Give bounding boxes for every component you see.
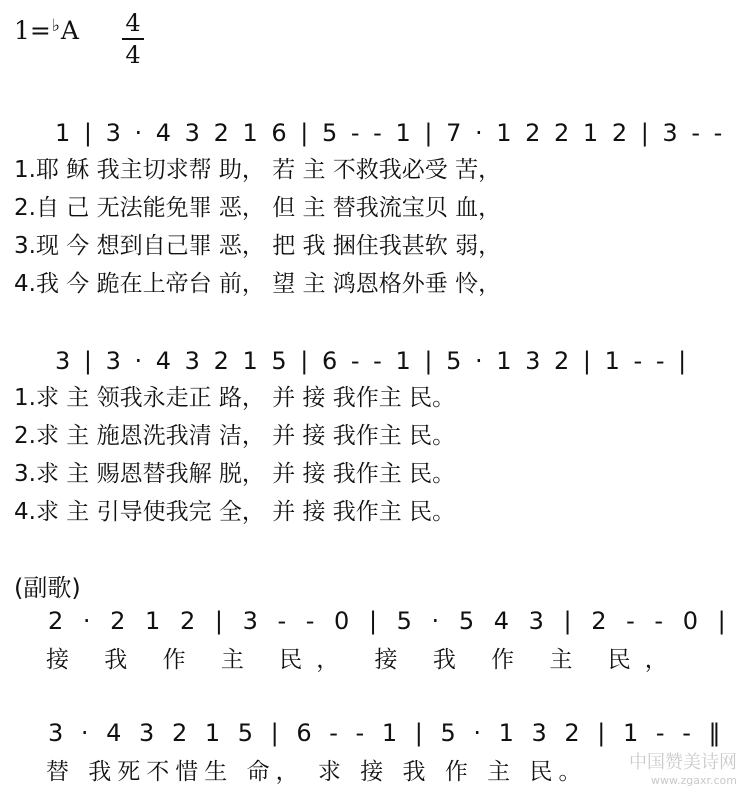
lyric-text: 接 我 作 主 民， 接 我 作 主 民， bbox=[46, 647, 682, 673]
time-bottom: 4 bbox=[125, 41, 141, 69]
lyric-row bbox=[0, 228, 747, 264]
time-divider bbox=[122, 38, 144, 40]
lyric-text: 4.求 主 引导使我完 全， 并 接 我作主 民。 bbox=[14, 499, 456, 525]
notation-text: 2 · 2 1 2 | 3 - - 0 | 5 · 5 4 3 | 2 - - 0 | bbox=[48, 607, 732, 635]
lyric-row bbox=[0, 456, 747, 492]
lyric-row bbox=[0, 418, 747, 454]
lyric-text: 1.求 主 领我永走正 路， 并 接 我作主 民。 bbox=[14, 385, 456, 411]
time-top: 4 bbox=[125, 9, 141, 37]
notation-text: 1 | 3 · 4 3 2 1 6 | 5 - - 1 | 7 · 1 2 2 1 2 | 3 - - bbox=[55, 119, 726, 147]
lyric-text: 2.求 主 施恩洗我清 洁， 并 接 我作主 民。 bbox=[14, 423, 456, 449]
lyric-text: 2.自 己 无法能免罪 恶， 但 主 替我流宝贝 血， bbox=[14, 195, 502, 221]
watermark-url: www.zgaxr.com bbox=[651, 774, 737, 787]
lyric-row bbox=[0, 152, 747, 188]
notation-text: 3 · 4 3 2 1 5 | 6 - - 1 | 5 · 1 3 2 | 1 - - ‖ bbox=[48, 719, 726, 747]
notation-text: 3 | 3 · 4 3 2 1 5 | 6 - - 1 | 5 · 1 3 2 | 1 - - | bbox=[55, 347, 690, 375]
chorus-label: (副歌) bbox=[14, 574, 81, 602]
lyric-text: 3.求 主 赐恩替我解 脱， 并 接 我作主 民。 bbox=[14, 461, 456, 487]
key-note: A bbox=[60, 16, 79, 45]
time-signature bbox=[122, 10, 144, 68]
watermark bbox=[629, 754, 737, 790]
key-prefix: 1= bbox=[14, 16, 51, 45]
lyric-text: 3.现 今 想到自己罪 恶， 把 我 捆住我甚软 弱， bbox=[14, 233, 502, 259]
lyric-row bbox=[0, 266, 747, 302]
flat-symbol: ♭ bbox=[51, 16, 60, 36]
lyric-text: 替 我死不惜生 命， 求 接 我 作 主 民。 bbox=[46, 759, 588, 785]
lyric-row bbox=[0, 380, 747, 416]
notation-row bbox=[0, 118, 747, 150]
notation-row bbox=[0, 718, 747, 750]
key-signature bbox=[14, 18, 79, 43]
watermark-text: 中国赞美诗网 bbox=[629, 752, 737, 773]
lyric-row bbox=[0, 494, 747, 530]
notation-row bbox=[0, 606, 747, 638]
lyric-text: 4.我 今 跪在上帝台 前， 望 主 鸿恩格外垂 怜， bbox=[14, 271, 502, 297]
lyric-text: 1.耶 稣 我主切求帮 助， 若 主 不救我必受 苦， bbox=[14, 157, 502, 183]
notation-row bbox=[0, 346, 747, 378]
lyric-row bbox=[0, 642, 747, 678]
lyric-row bbox=[0, 190, 747, 226]
